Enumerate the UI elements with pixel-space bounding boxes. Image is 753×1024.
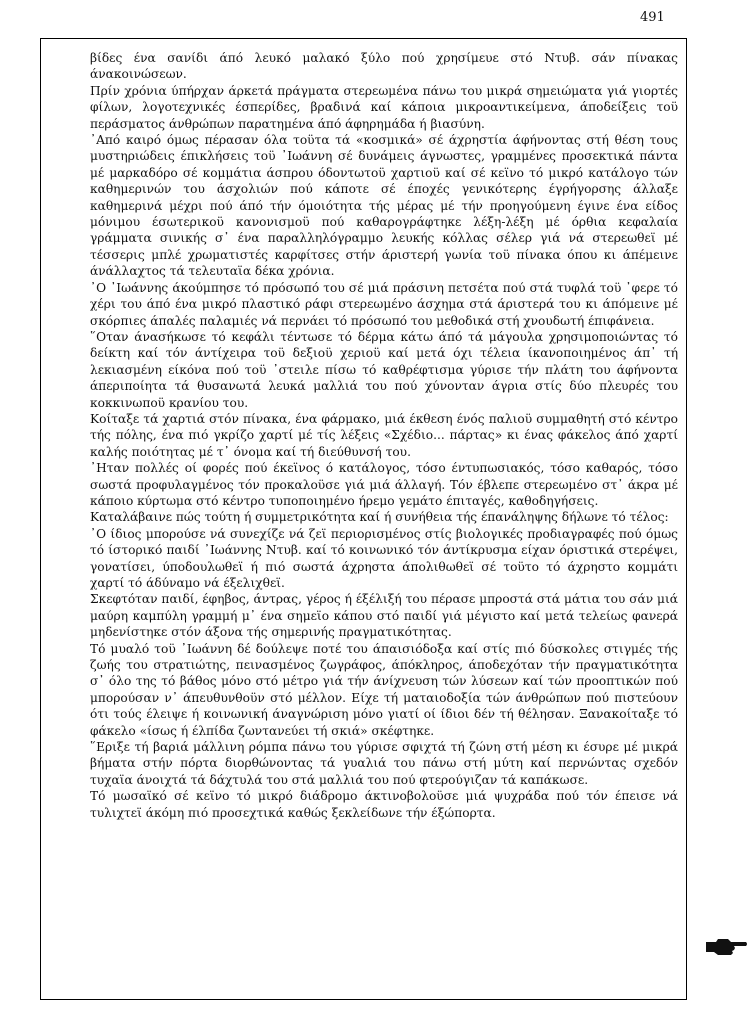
paragraph: ᾿Ο ᾿Ιωάννης άκούμπησε τό πρόσωπό του σέ μιά πράσινη πετσέτα πού στά τυφλά τοϋ ᾿φερε τό χέρι του άπό ένα μικρό πλαστικό ράφι στερεωμένο άσχημα στά άριστερά του κι άπόμεινε μέ σκόρπιες άπαλές παλαμιές νά περνάει τό πρόσωπό του μεθοδικά στή χνουδωτή έπιφάνεια.	[90, 280, 678, 328]
paragraph: Σκεφτόταν παιδί, έφηβος, άντρας, γέρος ή έξέλιξή του πέρασε μπροστά στά μάτια του σάν μιά μαύρη καμπύλη γραμμή μ᾿ ένα σημεϊο κάπου στό παιδί γιά μέγιστο καί μετά τελείως φανερά μηδενίστηκε στόν άξονα τής σημερινής πραγματικότητας.	[90, 592, 678, 640]
paragraph: βίδες ένα σανίδι άπό λευκό μαλακό ξύλο πού χρησίμευε στό Ντυβ. σάν πίνακας άνακοινώσεων.	[90, 51, 678, 82]
paragraph: ᾿Ο ίδιος μπορούσε νά συνεχίζε νά ζεϊ περιορισμένος στίς βιολογικές προδιαγραφές πού όμως τό ίστορικό παιδί ᾿Ιωάννης Ντυβ. καί τό κοινωνικό τόν άντίκρυσμα είχαν όριστικά στερέψει, γονατίσει, ύποδουλωθεϊ ή πιό σωστά άχρηστα άπολιθωθεϊ σέ τοϋτο τό άχρηστο κομμάτι χαρτί τό άδύναμο νά έξελιχθεϊ.	[90, 526, 678, 590]
paragraph: ᾿Από καιρό όμως πέρασαν όλα τοϋτα τά «κοσμικά» σέ άχρηστία άφήνοντας στή θέση τους μυστηριώδεις έπικλήσεις τοϋ ᾿Ιωάννη σέ δυνάμεις άγνωστες, γραμμένες προσεκτικά πάντα μέ μαρκαδόρο σέ κομμάτια άσπρου όδοντωτοϋ χαρτιοϋ καί σέ κεϊνο τό μικρό κατάλογο τών καθημερινών του άσχολιών πού κάποτε σέ έποχές γενικότερης έγρήγορσης άλλαξε καθημερινά μέχρι πού άπό τήν όμοιότητα τής μέρας μέ τήν προηγούμενη έγινε ένα είδος μόνιμου έσωτερικοϋ κανονισμοϋ πού καθαρογράφτηκε λέξη-λέξη μέ όρθια κεφαλαία γράμματα σινικής σ᾿ ένα παραλληλόγραμμο λευκής κόλλας σέλερ γιά νά στερεωθεϊ μέ τέσσερις μπλέ χρωματιστές καρφίτσες στήν άριστερή γωνία τοϋ πίνακα όπου κι άπέμεινε άνάλλαχτος τά τελευταϊα δέκα χρόνια.	[90, 133, 678, 279]
paragraph: ᾿Ηταν πολλές οί φορές πού έκεϊνος ό κατάλογος, τόσο έντυπωσιακός, τόσο καθαρός, τόσο σωστά προφυλαγμένος τόν προκαλοϋσε γιά μιά άλλαγή. Τόν έβλεπε στερεωμένο στ᾿ άκρα μέ κάποιο κύρτωμα στό κέντρο τυποποιημένο ήρεμο γεμάτο έπιταγές, καθοδηγήσεις.	[90, 461, 678, 508]
paragraph: Τό μυαλό τοϋ ᾿Ιωάννη δέ δούλεψε ποτέ του άπαισιόδοξα καί στίς πιό δύσκολες στιγμές τής ζωής του στρατιώτης, πεινασμένος ζωγράφος, άπόκληρος, άποδεχόταν τήν πραγματικότητα σ᾿ όλο της τό βάθος μόνο στό μέτρο γιά τήν άνίχνευση τών λύσεων καί τών προοπτικών πού μπορούσαν ν᾿ άπευθυνθοϋν στό μέλλον. Είχε τή ματαιοδοξία τών άνθρώπων πού πιστεύουν ότι τούς έλειψε ή κοινωνική άναγνώριση μόνο γιατί οί ίδιοι δέν τή θέλησαν. Ξανακοίταξε τό φάκελο «ίσως ή έλπίδα ζωντανεύει τή σκιά» σκέφτηκε.	[90, 641, 678, 738]
page-number: 491	[640, 10, 665, 25]
paragraph: ῞Οταν άνασήκωσε τό κεφάλι τέντωσε τό δέρμα κάτω άπό τά μάγουλα χρησιμοποιώντας τό δείκτη καί τόν άντίχειρα τοϋ δεξιοϋ χεριοϋ καί μετά όχι τέλεια ίκανοποιημένος άπ᾿ τή λεκιασμένη είκόνα πού τοϋ ᾿στειλε πίσω τό καθρέφτισμα γύρισε τήν πλάτη του άφήνοντα άπεριποίητα τά θυσανωτά λευκά μαλλιά του πού χύνονταν άγρια στίς δύο πλευρές του κοκκινωποϋ κρανίου του.	[90, 329, 678, 410]
paragraph: Πρίν χρόνια ύπήρχαν άρκετά πράγματα στερεωμένα πάνω του μικρά σημειώματα γιά γιορτές φίλων, λογοτεχνικές έσπερίδες, βραδινά καί κάποια μικροαντικείμενα, άποδείξεις τοϋ περάσματος άνθρώπων παρατημένα άπό άφηρημάδα ή βιασύνη.	[90, 83, 678, 131]
pointing-hand-icon	[704, 934, 748, 960]
paragraph: ῞Εριξε τή βαριά μάλλινη ρόμπα πάνω του γύρισε σφιχτά τή ζώνη στή μέση κι έσυρε μέ μικρά βήματα στήν πόρτα διορθώνοντας τά γυαλιά του πάνω στή μύτη καί περνώντας σχεδόν τυχαϊα άνοιχτά τά δάχτυλά του στά μαλλιά του πού φτερούγιζαν τά καπάκωσε.	[90, 740, 678, 787]
paragraph: Καταλάβαινε πώς τούτη ή συμμετρικότητα καί ή συνήθεια τής έπανάληψης δήλωνε τό τέλος:	[90, 510, 669, 525]
paragraph: Τό μωσαϊκό σέ κεϊνο τό μικρό διάδρομο άκτινοβολοϋσε μιά ψυχράδα πού τόν έπεισε νά τυλιχτεϊ άκόμη πιό προσεχτικά καθώς ξεκλείδωνε τήν έξώπορτα.	[90, 789, 678, 820]
paragraph: Κοίταξε τά χαρτιά στόν πίνακα, ένα φάρμακο, μιά έκθεση ένός παλιοϋ συμμαθητή στό κέντρο τής πόλης, ένα πιό γκρίζο χαρτί μέ τίς λέξεις «Σχέδιο... πάρτας» κι ένας φάκελος άπό χαρτί καλής ποιότητας μέ τ᾿ όνομα καί τή διεύθυνσή του.	[90, 411, 678, 459]
body-text	[90, 50, 678, 821]
